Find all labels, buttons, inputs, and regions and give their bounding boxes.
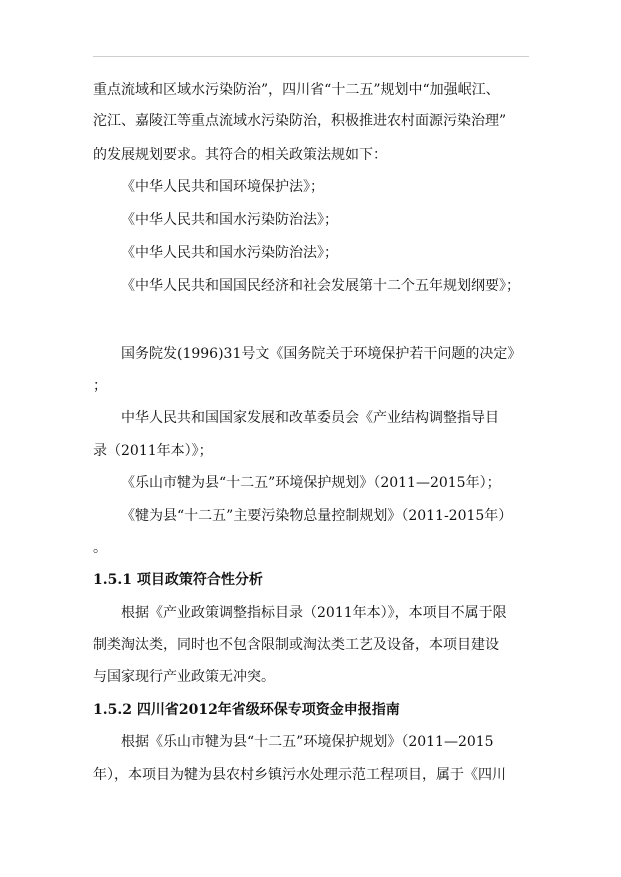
section-heading: 1.5.1 项目政策符合性分析 (93, 572, 263, 588)
list-item: 《中华人民共和国水污染防治法》； (121, 212, 338, 228)
paragraph-line: 与国家现行产业政策无冲突。 (93, 669, 275, 685)
list-item: 《犍为县“十二五”主要污染物总量控制规划》（2011-2015年） (121, 508, 513, 524)
text-line: 沱江、嘉陵江等重点流域水污染防治，积极推进农村面源污染治理” (93, 113, 507, 129)
text-line: 录（2011年本）》； (93, 443, 213, 459)
header-rule (93, 56, 529, 57)
list-item: 《中华人民共和国水污染防治法》； (121, 245, 338, 261)
section-heading: 1.5.2 四川省2012年省级环保专项资金申报指南 (93, 702, 400, 718)
text-line: 的发展规划要求。其符合的相关政策法规如下： (93, 147, 387, 163)
list-item: 《乐山市犍为县“十二五”环境保护规划》（2011—2015年）； (121, 475, 501, 491)
list-item: 《中华人民共和国国民经济和社会发展第十二个五年规划纲要》； (121, 278, 520, 294)
text-line: ； (93, 378, 107, 394)
list-item: 中华人民共和国国家发展和改革委员会《产业结构调整指导目 (121, 410, 499, 426)
list-item: 《中华人民共和国环境保护法》； (121, 179, 324, 195)
list-item: 国务院发(1996)31号文《国务院关于环境保护若干问题的决定》 (121, 346, 522, 362)
paragraph-line: 根据《乐山市犍为县“十二五”环境保护规划》（2011—2015 (121, 734, 494, 750)
paragraph-line: 年），本项目为犍为县农村乡镇污水处理示范工程项目，属于《四川 (93, 767, 506, 783)
paragraph-line: 根据《产业政策调整指标目录（2011年本）》，本项目不属于限 (121, 605, 507, 621)
text-line: 。 (93, 540, 107, 556)
paragraph-line: 制类淘汰类，同时也不包含限制或淘汰类工艺及设备，本项目建设 (93, 637, 499, 653)
text-line: 重点流域和区域水污染防治”，四川省“十二五”规划中“加强岷江、 (93, 82, 500, 98)
